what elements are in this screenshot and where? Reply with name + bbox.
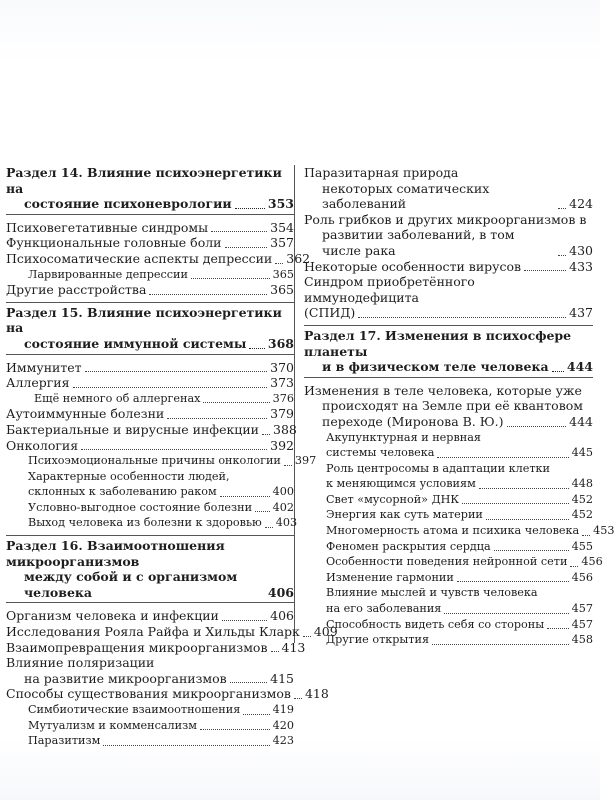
toc-entry: Психовегетативные синдромы 354 bbox=[6, 219, 294, 235]
section-title-line: между собой и с организмом человека bbox=[24, 569, 238, 600]
toc-entry: Роль грибков и других микроорганизмов в развитии заболеваний, в том числе рака 430 bbox=[304, 211, 593, 258]
page-number: 379 bbox=[270, 406, 294, 422]
page-number: 444 bbox=[566, 359, 593, 375]
page-number: 458 bbox=[571, 633, 593, 647]
page-number: 357 bbox=[270, 235, 294, 251]
page-number: 457 bbox=[571, 602, 593, 616]
toc-section-14 bbox=[6, 165, 294, 215]
section-title-line: и в физическом теле человека bbox=[322, 359, 549, 375]
page-number: 365 bbox=[272, 267, 294, 281]
toc-entry: Онкология 392 bbox=[6, 437, 294, 453]
toc-entry: Исследования Рояла Райфа и Хильды Кларк 409 bbox=[6, 624, 338, 640]
toc-entry: Паразитарная природа некоторых соматических заболеваний 424 bbox=[304, 165, 593, 212]
page-number: 420 bbox=[272, 718, 294, 732]
page-number: 433 bbox=[569, 258, 593, 274]
page-number: 397 bbox=[294, 454, 317, 468]
toc-left-column bbox=[6, 165, 338, 748]
toc-entry: Взаимопревращения микроорганизмов 413 bbox=[6, 639, 306, 655]
page-number: 403 bbox=[275, 516, 298, 530]
page-number: 424 bbox=[569, 196, 593, 212]
page-number: 354 bbox=[270, 219, 294, 235]
page-number: 365 bbox=[270, 282, 294, 298]
toc-section-16 bbox=[6, 535, 294, 603]
page-number: 444 bbox=[569, 413, 593, 429]
toc-subentry: Акупунктурная и нервная системы человека 445 bbox=[326, 430, 593, 460]
toc-entry: Некоторые особенности вирусов 433 bbox=[304, 258, 593, 274]
toc-entry: Изменения в теле человека, которые уже происходят на Земле при её квантовом переходе (Миронова В. Ю.) 444 bbox=[304, 382, 593, 429]
page-number: 423 bbox=[272, 734, 294, 748]
page-number: 373 bbox=[270, 375, 294, 391]
section-title-line: Раздел 16. Взаимоотношения микроорганизмов bbox=[6, 538, 225, 569]
toc-entry: Аллергия 373 bbox=[6, 375, 294, 391]
page-number: 406 bbox=[267, 584, 294, 600]
page-number: 419 bbox=[272, 703, 294, 716]
toc-subentry: Условно-выгодное состояние болезни 402 bbox=[28, 500, 294, 514]
section-title-line: Раздел 14. Влияние психоэнергетики на bbox=[6, 165, 282, 196]
toc-subentry: Паразитизм 423 bbox=[28, 734, 294, 748]
page-number: 457 bbox=[571, 617, 593, 631]
page-number: 409 bbox=[313, 624, 338, 640]
page-number: 392 bbox=[270, 437, 294, 453]
toc-subentry: Мутуализм и комменсализм 420 bbox=[28, 718, 294, 732]
toc-entry: Аутоиммунные болезни 379 bbox=[6, 406, 294, 422]
page-number: 437 bbox=[569, 305, 593, 321]
page-number: 448 bbox=[571, 477, 593, 491]
toc-entry: Бактериальные и вирусные инфекции 388 bbox=[6, 421, 297, 437]
toc-subentry: Феномен раскрытия сердца 455 bbox=[326, 539, 593, 553]
page-number: 353 bbox=[267, 196, 294, 212]
page-number: 388 bbox=[273, 421, 297, 437]
toc-subentry: Характерные особенности людей, склонных к заболеванию раком 400 bbox=[28, 469, 294, 499]
page-number: 455 bbox=[571, 539, 593, 553]
page-number: 456 bbox=[571, 570, 593, 584]
page-number: 368 bbox=[267, 335, 294, 351]
page-number: 413 bbox=[281, 639, 306, 655]
toc-subentry: Способность видеть себя со стороны 457 bbox=[326, 617, 593, 631]
toc-subentry: Изменение гармонии 456 bbox=[326, 570, 593, 584]
toc-entry: Способы существования микроорганизмов 418 bbox=[6, 686, 329, 702]
page-number: 452 bbox=[571, 492, 593, 506]
toc-subentry: Выход человека из болезни к здоровью 403 bbox=[28, 516, 298, 530]
toc-subentry: Другие открытия 458 bbox=[326, 633, 593, 647]
page-number: 430 bbox=[569, 242, 593, 258]
page-number: 418 bbox=[304, 686, 329, 702]
toc-subentry: Психоэмоциональные причины онкологии 397 bbox=[28, 454, 317, 468]
page-number: 445 bbox=[571, 446, 593, 460]
toc-subentry: Симбиотические взаимоотношения 419 bbox=[28, 703, 294, 716]
page-number: 415 bbox=[270, 670, 294, 686]
toc-subentry: Энергия как суть материи 452 bbox=[326, 508, 593, 522]
page-number: 370 bbox=[270, 359, 294, 375]
page-number: 452 bbox=[571, 508, 593, 522]
section-title-line: Раздел 15. Влияние психоэнергетики на bbox=[6, 304, 282, 336]
toc-entry: Функциональные головные боли 357 bbox=[6, 235, 294, 251]
toc-entry: Влияние поляризации на развитие микроорганизмов 415 bbox=[6, 655, 294, 686]
page-number: 362 bbox=[286, 250, 311, 266]
toc-entry: Иммунитет 370 bbox=[6, 359, 294, 375]
toc-section-17 bbox=[304, 325, 593, 378]
toc-entry: Психосоматические аспекты депрессии 362 bbox=[6, 250, 311, 266]
page-number: 402 bbox=[272, 500, 294, 514]
toc-entry: Синдром приобретённого иммунодефицита (СПИД) 437 bbox=[304, 274, 593, 321]
section-title-line: состояние психоневрологии bbox=[24, 196, 232, 212]
toc-right-column bbox=[304, 165, 615, 648]
toc-subentry: Особенности поведения нейронной сети 456 bbox=[326, 555, 603, 569]
toc-subentry: Роль центросомы в адаптации клетки к меняющимся условиям 448 bbox=[326, 461, 593, 491]
page-number: 453 bbox=[593, 524, 615, 538]
page-number: 456 bbox=[581, 555, 603, 569]
page-number: 376 bbox=[272, 391, 294, 405]
page-number: 406 bbox=[270, 608, 294, 624]
toc-section-15 bbox=[6, 302, 294, 355]
toc-subentry: Многомерность атома и психика человека 453 bbox=[326, 524, 615, 538]
section-title-line: Раздел 17. Изменения в психосфере планеты bbox=[304, 327, 572, 359]
toc-entry: Организм человека и инфекции 406 bbox=[6, 608, 294, 624]
section-title-line: состояние иммунной системы bbox=[24, 335, 247, 351]
toc-entry: Другие расстройства 365 bbox=[6, 282, 294, 298]
toc-subentry: Ещё немного об аллергенах 376 bbox=[34, 391, 294, 405]
toc-subentry: Ларвированные депрессии 365 bbox=[28, 267, 294, 281]
page-number: 400 bbox=[272, 485, 294, 499]
toc-subentry: Свет «мусорной» ДНК 452 bbox=[326, 492, 593, 506]
toc-subentry: Влияние мыслей и чувств человека на его заболевания 457 bbox=[326, 586, 593, 616]
